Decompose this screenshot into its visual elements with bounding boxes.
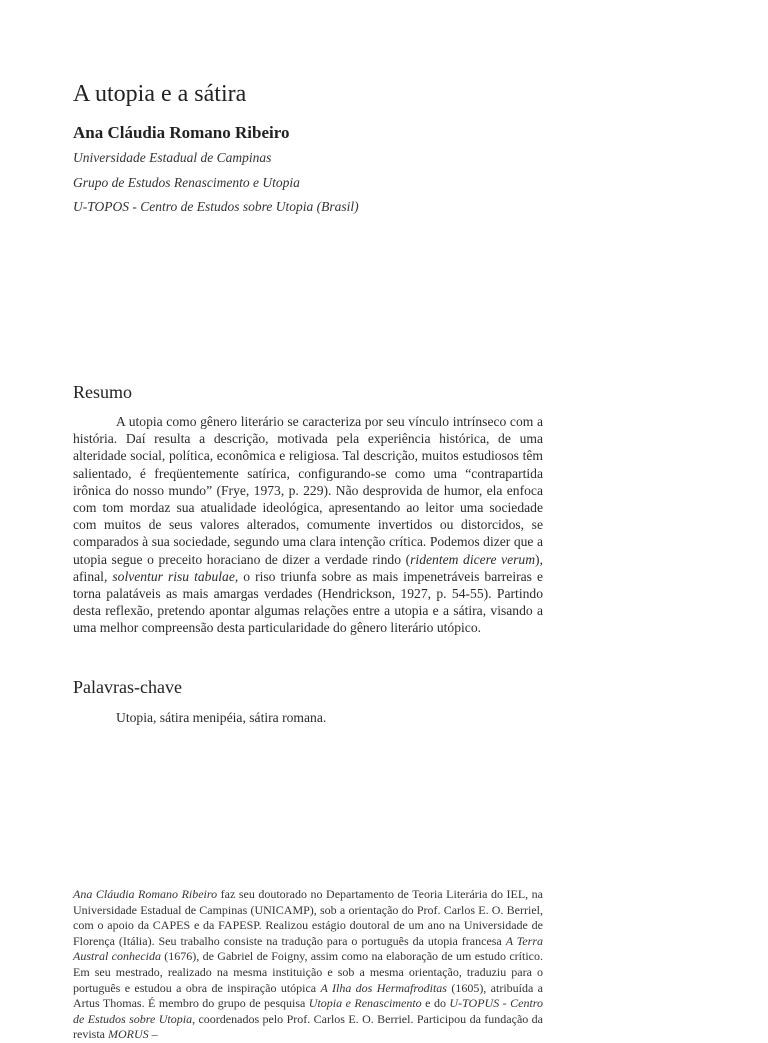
abstract-italic-2: solventur risu tabulae [112, 568, 235, 584]
bio-italic-6: MORUS [108, 1027, 149, 1042]
affiliation-research-group: Grupo de Estudos Renascimento e Utopia [73, 175, 300, 190]
bio-text-4: e do [421, 996, 450, 1011]
bio-text-3: (1605), atribuída a Artus Thomas. É membro do grupo de pesquisa [73, 980, 544, 1011]
author-bio-footnote [73, 887, 543, 1043]
affiliation-university: Universidade Estadual de Campinas [73, 150, 272, 165]
author-name: Ana Cláudia Romano Ribeiro [73, 123, 290, 142]
bio-italic-4: Utopia e Renascimento [308, 996, 422, 1011]
abstract-body [73, 413, 543, 637]
abstract-text-1: A utopia como gênero literário se caracteriza por seu vínculo intrínseco com a história. Daí resulta a descrição, motivada pela experiência histórica, de uma alteridade social, política, econômica e religiosa. Tal descrição, muitos estudiosos têm salientado, é freqüentemente satírica, configurando-se como uma “contrapartida irônica do nosso mundo” (Frye, 1973, p. 229). Não desprovida de humor, ela enfoca com tom mordaz sua atualidade ideológica, apresentando ao leitor uma sociedade com muitos de seus valores alterados, comumente invertidos ou distorcidos, se comparados à sua sociedade, segundo uma clara intenção crítica. Podemos dizer que a utopia segue o preceito horaciano de dizer a verdade rindo ( [73, 414, 543, 567]
bio-italic-5: U-TOPUS - Centro de Estudos sobre Utopia [73, 996, 543, 1026]
keywords-list: Utopia, sátira menipéia, sátira romana. [116, 710, 327, 725]
bio-text-2: (1676), de Gabriel de Foigny, assim como na elaboração de um estudo crítico. Em seu mestrado, realizado na mesma instituição e sob a mesma orientação, traduziu para o português e estudou a obra de inspiração utópica [73, 949, 543, 995]
bio-italic-3: A Ilha dos Hermafroditas [320, 980, 447, 995]
abstract-italic-1: ridentem dicere verum [410, 551, 536, 567]
bio-italic-2: A Terra Austral conhecida [73, 933, 543, 964]
keywords-heading: Palavras-chave [73, 677, 182, 697]
page-title: A utopia e a sátira [73, 81, 247, 107]
bio-text-5: , coordenados pelo Prof. Carlos E. O. Berriel. Participou da fundação da revista [73, 1011, 543, 1042]
abstract-text-3: , o riso triunfa sobre as mais impenetráveis barreiras e torna palatáveis as mais amargas verdades (Hendrickson, 1927, p. 54-55). Partindo desta reflexão, pretendo apontar algumas relações entre a utopia e a sátira, visando a uma melhor compreensão desta particularidade do gênero literário utópico. [73, 568, 543, 636]
bio-text-1: faz seu doutorado no Departamento de Teoria Literária do IEL, na Universidade Estadual de Campinas (UNICAMP), sob a orientação do Prof. Carlos E. O. Berriel, com o apoio da CAPES e da FAPESP. Realizou estágio doutoral de um ano na Universidade de Florença (Itália). Seu trabalho consiste na tradução para o português da utopia francesa [73, 887, 544, 948]
affiliation-research-center: U-TOPOS - Centro de Estudos sobre Utopia (Brasil) [73, 199, 359, 214]
bio-italic-1: Ana Cláudia Romano Ribeiro [73, 887, 218, 901]
abstract-text-2: ), afinal, [73, 551, 543, 584]
abstract-heading: Resumo [73, 382, 133, 402]
bio-text-6: – [148, 1027, 158, 1042]
